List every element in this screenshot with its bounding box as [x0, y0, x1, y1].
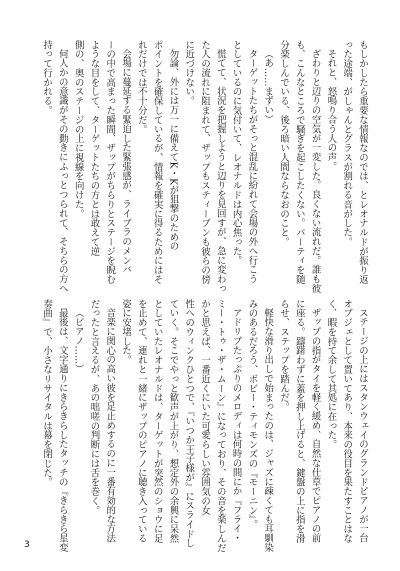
- text-line: としていたレオナルドは、ターゲットが突然のショウに足: [151, 299, 163, 544]
- text-line: アドリブたっぷりのメロディは何時の間にか『フライ・: [230, 308, 242, 544]
- text-line: 分楽しんでいる、後ろ暗い人間ならなおのこと。: [278, 40, 290, 247]
- text-line: 音楽に関心の高い彼を足止めするのに一番有効的な方法: [104, 308, 116, 544]
- text-line: ザップの指がタイを軽く緩め、自然な仕草でピアノの前: [309, 308, 321, 544]
- text-line: だったと言えるが、あの咄嗟の判断には舌を巻く。: [88, 299, 100, 515]
- text-line: れだけでは不十分だ。: [135, 40, 147, 134]
- text-line: （ピアノ……）: [72, 308, 84, 375]
- text-line: に近づけない。: [183, 40, 195, 106]
- text-line: ステージの上にはスタンウェイのグランドピアノが一台: [357, 308, 368, 544]
- text-line: ていく。そこでやっと歓声が上がり、想定外の余興に呆然: [167, 299, 179, 544]
- text-line: ミー・トゥ・ザ・ムーン』になっており、その音を楽しんだ: [214, 299, 226, 553]
- text-line: 軽快な滑り出しで始まったのは、ジャズに疎くても耳馴染: [262, 308, 274, 553]
- text-line: 姿に安堵した。: [120, 299, 132, 365]
- text-line: としているのに気付いて、レオナルドは内心焦った。: [230, 40, 242, 266]
- text-line: 持って行かれる。: [41, 40, 53, 116]
- text-line: みのあるだろう、ボビー・ティモンズの『モーニン』。: [246, 299, 258, 530]
- text-line: 慌てて、状況を把握しようと辺りを見回すが、急に変わっ: [214, 49, 226, 294]
- text-line: 最後は、文字通りにきらきらしたタッチの『きらきら星変: [56, 308, 68, 553]
- page-number: 3: [24, 540, 30, 550]
- text-line: 何人かの意識がその動きにふっとつられて、そちらの方へ: [56, 49, 68, 294]
- text-line: 奏曲』で、小さなリサイタルは幕を閉じた。: [41, 299, 53, 487]
- text-line: ポイントを確保しているが、情報を確実に得るためにはそ: [151, 40, 163, 285]
- text-line: く、暇を持て余して其処に在った。: [325, 299, 337, 450]
- text-line: に座る。躊躇わずに蓋を押し上げると、鍵盤の上に指を滑: [293, 299, 305, 544]
- text-line: 勿論、外には万一に備えてK・Kが狙撃のための: [167, 49, 179, 252]
- text-line: （あ……まずい）: [262, 49, 274, 125]
- text-line: った途端、がしゃんとグラスが割れる音がした。: [341, 40, 353, 247]
- text-line: 性へのウィンクひとつで、『いつか王子様が』にスライドし: [183, 299, 195, 548]
- text-line: 側の、奥のステージの上に視線を向けた。: [72, 40, 84, 219]
- text-line: オブジェとして置いてあり、本来の役目を果たすことはな: [341, 299, 353, 544]
- text-line: ターゲットたちがそっと混乱に紛れて会場の外へ行こう: [246, 49, 258, 285]
- text-line: を止めて、連れと一緒にザップのピアノに聴き入っている: [135, 299, 147, 544]
- text-line: もしかしたら重要な情報なのでは、とレオナルドが振り返: [357, 40, 368, 285]
- lower-text-block: [38, 299, 370, 553]
- text-line: も、こんなところで騒ぎを起こしたくない。パーティを随: [293, 40, 305, 285]
- text-line: それと、怒鳴り合う人の声。: [325, 49, 337, 172]
- text-line: た人の流れに阻まれて、ザップもスティーブンも彼らの傍: [199, 40, 211, 285]
- text-line: かと思えば、一番近くにいた可愛らしい雰囲気の女: [199, 299, 211, 515]
- text-line: らせ、ステップを踏んだ。: [278, 299, 290, 412]
- text-line: ざわりと辺りの空気が一変した。良くない流れだ。誰も彼: [309, 49, 321, 294]
- upper-text-block: [38, 40, 370, 294]
- text-line: ーの中で高まった瞬間、ザップがちらりとステージを睨む: [104, 40, 116, 285]
- text-line: 会場に蔓延する緊迫した緊張感が、ライブラのメンバ: [120, 49, 132, 275]
- text-line: ような目をして、ターゲットたちの方とは敢えて逆: [88, 40, 100, 256]
